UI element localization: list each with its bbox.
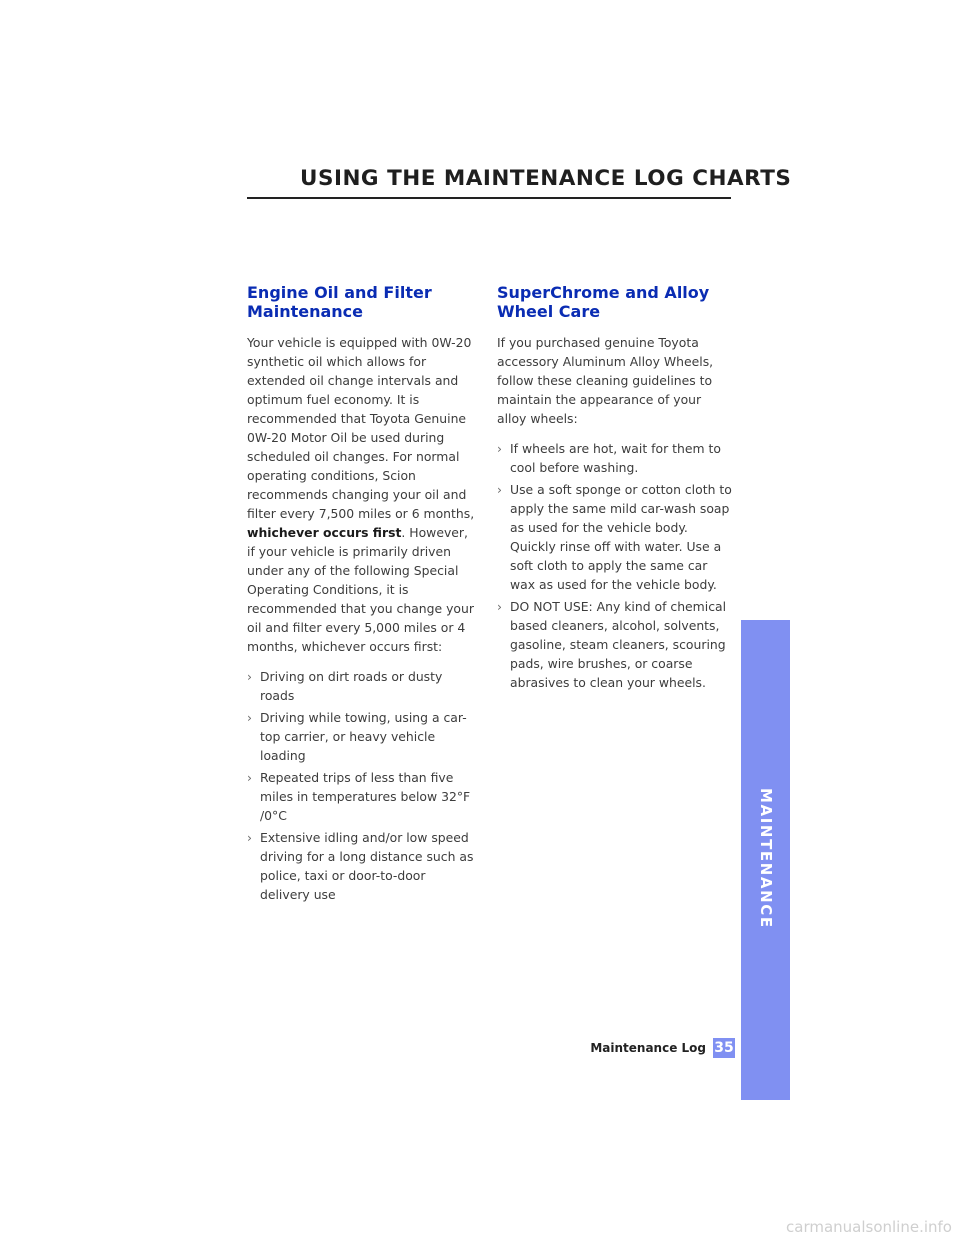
engine-oil-heading-line2: Maintenance: [247, 302, 364, 321]
wheel-care-heading-line2: Wheel Care: [497, 302, 601, 321]
engine-oil-intro-part2: . However, if your vehicle is primarily driven under any of the following Special Operating Conditions, it is recommended that you change your oil and filter every 5,000 miles or 4 months, whichever occurs first:: [247, 525, 474, 654]
engine-oil-heading-line1: Engine Oil and Filter: [247, 283, 432, 302]
list-item: [247, 768, 479, 825]
bullet-chevron-icon: ›: [247, 710, 252, 725]
page-title: USING THE MAINTENANCE LOG CHARTS: [300, 166, 792, 191]
list-item-text: Extensive idling and/or low speed driving for a long distance such as police, taxi or door-to-door delivery use: [260, 830, 474, 902]
engine-oil-intro-emphasis: whichever occurs first: [247, 525, 402, 540]
engine-oil-intro-part1: Your vehicle is equipped with 0W-20 synthetic oil which allows for extended oil change intervals and optimum fuel economy. It is recommended that Toyota Genuine 0W-20 Motor Oil be used during scheduled oil changes. For normal operating conditions, Scion recommends changing your oil and filter every 7,500 miles or 6 months,: [247, 335, 475, 521]
wheel-care-section: [497, 283, 733, 695]
page-number: 35: [714, 1040, 734, 1056]
list-item-text: If wheels are hot, wait for them to cool before washing.: [510, 441, 721, 475]
bullet-chevron-icon: ›: [497, 599, 502, 614]
bullet-chevron-icon: ›: [497, 482, 502, 497]
list-item-text: Use a soft sponge or cotton cloth to apply the same mild car-wash soap as used for the vehicle body. Quickly rinse off with water. Use a soft cloth to apply the same car wax as used for the vehicle body.: [510, 482, 732, 592]
wheel-care-heading-line1: SuperChrome and Alloy: [497, 283, 710, 302]
list-item: [247, 828, 479, 904]
list-item: [497, 597, 733, 692]
header-divider: [247, 197, 731, 199]
list-item: [497, 480, 733, 594]
bullet-chevron-icon: ›: [497, 441, 502, 456]
engine-oil-intro: [247, 333, 479, 656]
list-item: [247, 708, 479, 765]
watermark: carmanualsonline.info: [786, 1218, 952, 1236]
list-item: [247, 667, 479, 705]
wheel-care-intro: If you purchased genuine Toyota accessory Aluminum Alloy Wheels, follow these cleaning guidelines to maintain the appearance of your alloy wheels:: [497, 335, 714, 426]
bullet-chevron-icon: ›: [247, 830, 252, 845]
bullet-chevron-icon: ›: [247, 669, 252, 684]
list-item-text: DO NOT USE: Any kind of chemical based cleaners, alcohol, solvents, gasoline, steam cleaners, scouring pads, wire brushes, or coarse abrasives to clean your wheels.: [510, 599, 727, 690]
wheel-care-heading: [497, 283, 733, 321]
bullet-chevron-icon: ›: [247, 770, 252, 785]
wheel-care-list: [497, 439, 733, 692]
list-item-text: Repeated trips of less than five miles in temperatures below 32°F /0°C: [260, 770, 471, 823]
footer-section-label: Maintenance Log: [590, 1041, 706, 1055]
engine-oil-section: [247, 283, 479, 907]
special-conditions-list: [247, 667, 479, 904]
list-item-text: Driving while towing, using a car-top carrier, or heavy vehicle loading: [260, 710, 467, 763]
section-tab-label: MAINTENANCE: [757, 788, 775, 929]
list-item-text: Driving on dirt roads or dusty roads: [260, 669, 443, 703]
engine-oil-heading: [247, 283, 479, 321]
list-item: [497, 439, 733, 477]
